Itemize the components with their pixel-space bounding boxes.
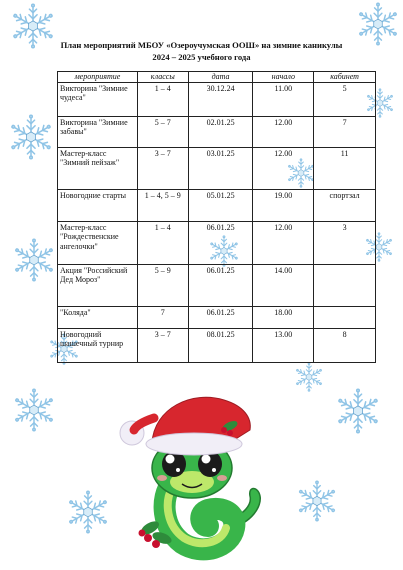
title-line-2: 2024 – 2025 учебного года (152, 52, 251, 62)
table-row (58, 189, 376, 221)
cell-date: 30.12.24 (188, 82, 253, 116)
snowflake-icon (335, 388, 381, 434)
cell-date: 03.01.25 (188, 147, 253, 189)
table-header-row (58, 72, 376, 83)
cell-grades: 1 – 4 (137, 82, 188, 116)
cell-room: 7 (314, 116, 376, 147)
table-row (58, 116, 376, 147)
cell-event: Викторина "Зимние чудеса" (58, 82, 138, 116)
cell-start: 19.00 (253, 189, 314, 221)
snowflake-icon (12, 238, 56, 282)
cell-start: 12.00 (253, 221, 314, 264)
header-event: мероприятие (58, 72, 138, 83)
cell-room: 11 (314, 147, 376, 189)
header-room: кабинет (314, 72, 376, 83)
events-table (57, 71, 376, 363)
cell-room (314, 306, 376, 328)
cell-room: спортзал (314, 189, 376, 221)
cell-room: 8 (314, 328, 376, 362)
cell-grades: 5 – 7 (137, 116, 188, 147)
cell-grades: 3 – 7 (137, 328, 188, 362)
cell-grades: 1 – 4 (137, 221, 188, 264)
snowflake-icon (12, 388, 56, 432)
table-row (58, 328, 376, 362)
cell-room: 5 (314, 82, 376, 116)
cell-start: 14.00 (253, 264, 314, 306)
snake-in-santa-hat-illustration (112, 378, 272, 563)
cell-grades: 7 (137, 306, 188, 328)
document-title (40, 39, 363, 63)
cell-event: Акция "Российский Дед Мороз" (58, 264, 138, 306)
table-row (58, 82, 376, 116)
cell-event: Мастер-класс "Зимний пейзаж" (58, 147, 138, 189)
cell-start: 12.00 (253, 147, 314, 189)
header-date: дата (188, 72, 253, 83)
cell-grades: 3 – 7 (137, 147, 188, 189)
cell-date: 06.01.25 (188, 306, 253, 328)
header-grades: классы (137, 72, 188, 83)
cell-start: 13.00 (253, 328, 314, 362)
snowflake-icon (296, 480, 338, 522)
table-row (58, 264, 376, 306)
cell-event: Новогодний шашечный турнир (58, 328, 138, 362)
table-row (58, 221, 376, 264)
cell-event: "Коляда" (58, 306, 138, 328)
cell-event: Новогодние старты (58, 189, 138, 221)
cell-event: Викторина "Зимние забавы" (58, 116, 138, 147)
cell-date: 08.01.25 (188, 328, 253, 362)
snowflake-icon (8, 114, 54, 160)
cell-start: 12.00 (253, 116, 314, 147)
cell-grades: 5 – 9 (137, 264, 188, 306)
cell-start: 11.00 (253, 82, 314, 116)
cell-room (314, 264, 376, 306)
header-start: начало (253, 72, 314, 83)
snowflake-icon (294, 362, 324, 392)
cell-date: 06.01.25 (188, 264, 253, 306)
table-row (58, 147, 376, 189)
title-line-1: План мероприятий МБОУ «Озероучумская ООШ» на зимние каникулы (60, 40, 343, 50)
cell-grades: 1 – 4, 5 – 9 (137, 189, 188, 221)
cell-date: 05.01.25 (188, 189, 253, 221)
cell-room: 3 (314, 221, 376, 264)
cell-date: 02.01.25 (188, 116, 253, 147)
snowflake-icon (66, 490, 110, 534)
table-row (58, 306, 376, 328)
cell-date: 06.01.25 (188, 221, 253, 264)
cell-start: 18.00 (253, 306, 314, 328)
cell-event: Мастер-класс "Рождественские ангелочки" (58, 221, 138, 264)
